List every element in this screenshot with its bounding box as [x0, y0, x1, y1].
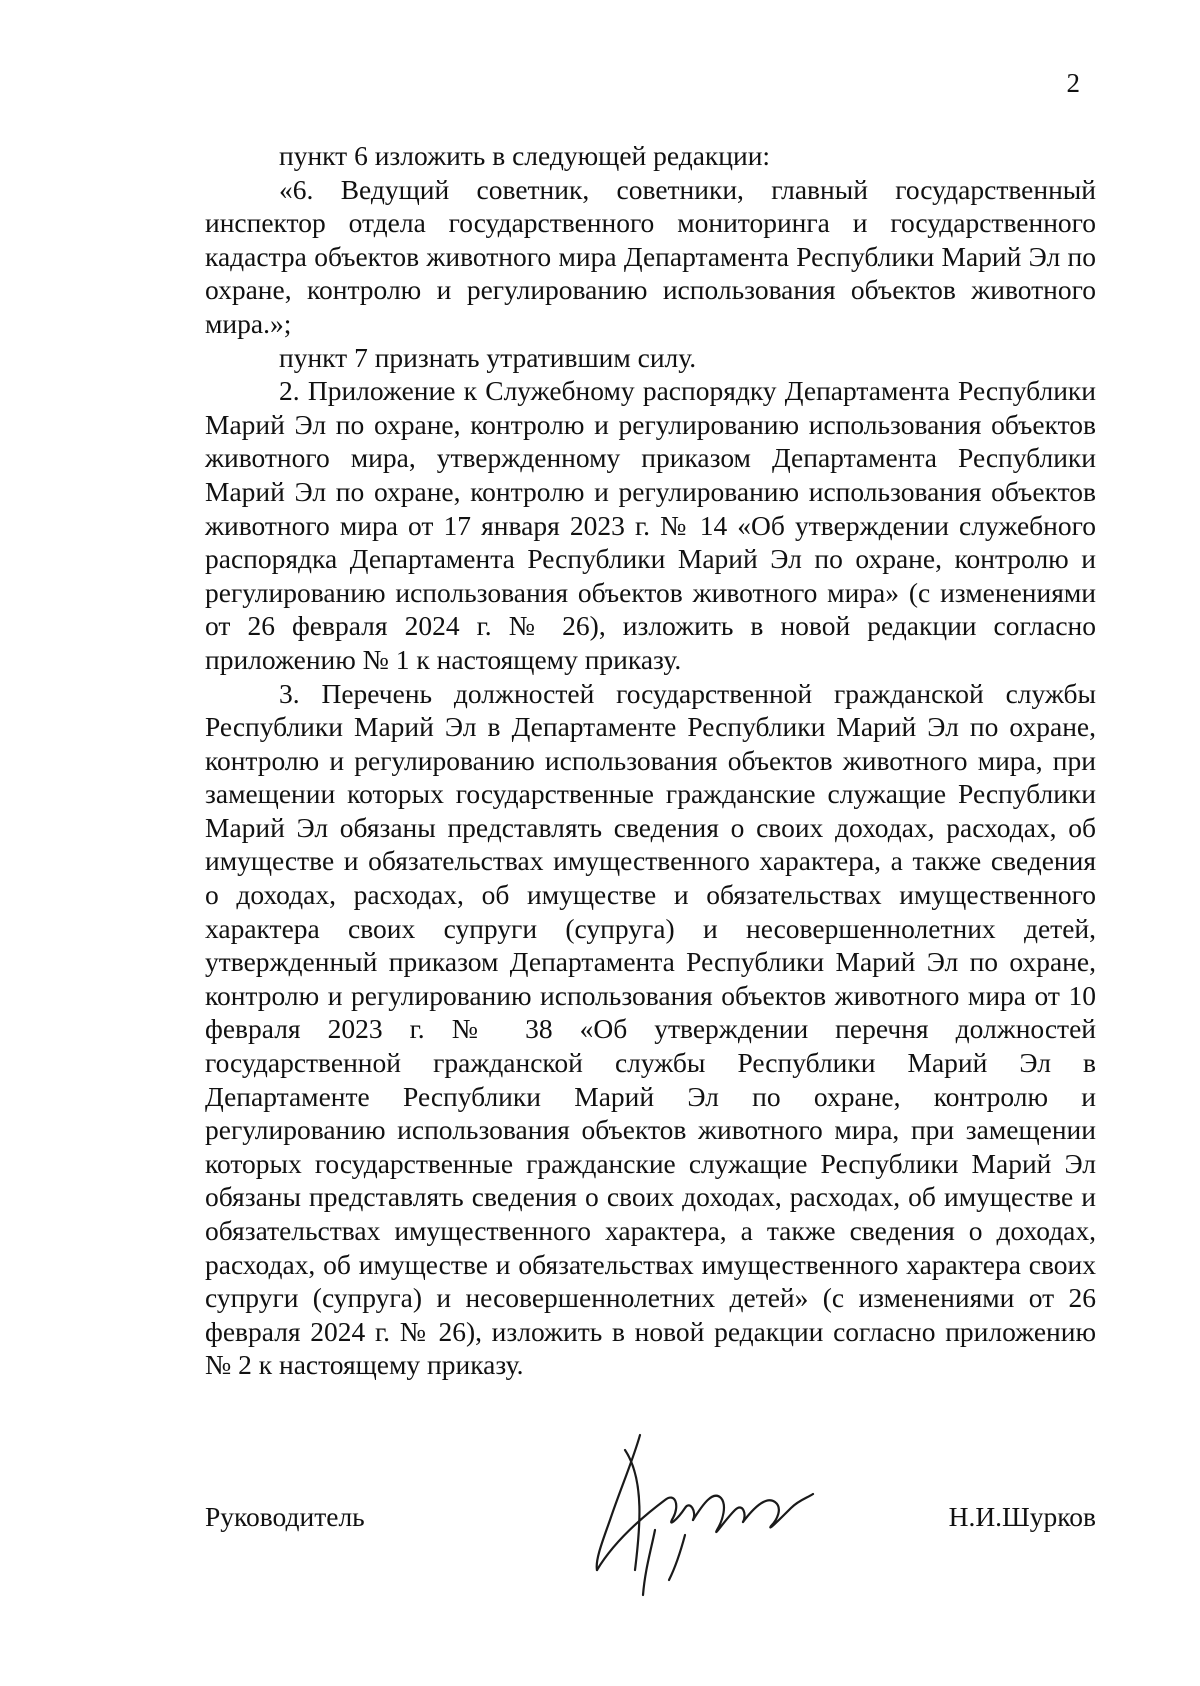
page-number: 2: [1066, 68, 1080, 98]
paragraph-item-6-text: «6. Ведущий советник, советники, главный государственный инспектор отдела государственного мониторинга и государственного кадастра объектов животного мира Департамента Республики Марий Эл по охране, контролю и регулированию использования объектов животного мира.»;: [205, 173, 1096, 339]
paragraph-clause-3: 3. Перечень должностей государственной гражданской службы Республики Марий Эл в Департаменте Республики Марий Эл по охране, контролю и регулированию использования объектов животного мира, при замещении которых государственные гражданские служащие Республики Марий Эл обязаны представлять сведения о своих доходах, расходах, об имуществе и обязательствах имущественного характера, а также сведения о доходах, расходах, об имуществе и обязательствах имущественного характера своих супруги (супруга) и несовершеннолетних детей, утвержденный приказом Департамента Республики Марий Эл по охране, контролю и регулированию использования объектов животного мира от 10 февраля 2023 г. № 38 «Об утверждении перечня должностей государственной гражданской службы Республики Марий Эл в Департаменте Республики Марий Эл по охране, контролю и регулированию использования объектов животного мира, при замещении которых государственные гражданские служащие Республики Марий Эл обязаны представлять сведения о своих доходах, расходах, об имуществе и обязательствах имущественного характера, а также сведения о доходах, расходах, об имуществе и обязательствах имущественного характера своих супруги (супруга) и несовершеннолетних детей» (с изменениями от 26 февраля 2024 г. № 26), изложить в новой редакции согласно приложению № 2 к настоящему приказу.: [205, 677, 1096, 1381]
signature-block: [205, 1500, 1096, 1540]
signatory-title: Руководитель: [205, 1501, 365, 1532]
paragraph-item-7: пункт 7 признать утратившим силу.: [279, 341, 697, 373]
paragraph-item-6-intro: пункт 6 изложить в следующей редакции:: [279, 140, 771, 171]
paragraph-clause-2: 2. Приложение к Служебному распорядку Департамента Республики Марий Эл по охране, контролю и регулированию использования объектов животного мира, утвержденному приказом Департамента Республики Марий Эл по охране, контролю и регулированию использования объектов животного мира от 17 января 2023 г. № 14 «Об утверждении служебного распорядка Департамента Республики Марий Эл по охране, контролю и регулированию использования объектов животного мира» (с изменениями от 26 февраля 2024 г. № 26), изложить в новой редакции согласно приложению № 1 к настоящему приказу.: [205, 375, 1096, 675]
signatory-name: Н.И.Шурков: [948, 1501, 1096, 1532]
document-body: [205, 139, 1096, 1382]
